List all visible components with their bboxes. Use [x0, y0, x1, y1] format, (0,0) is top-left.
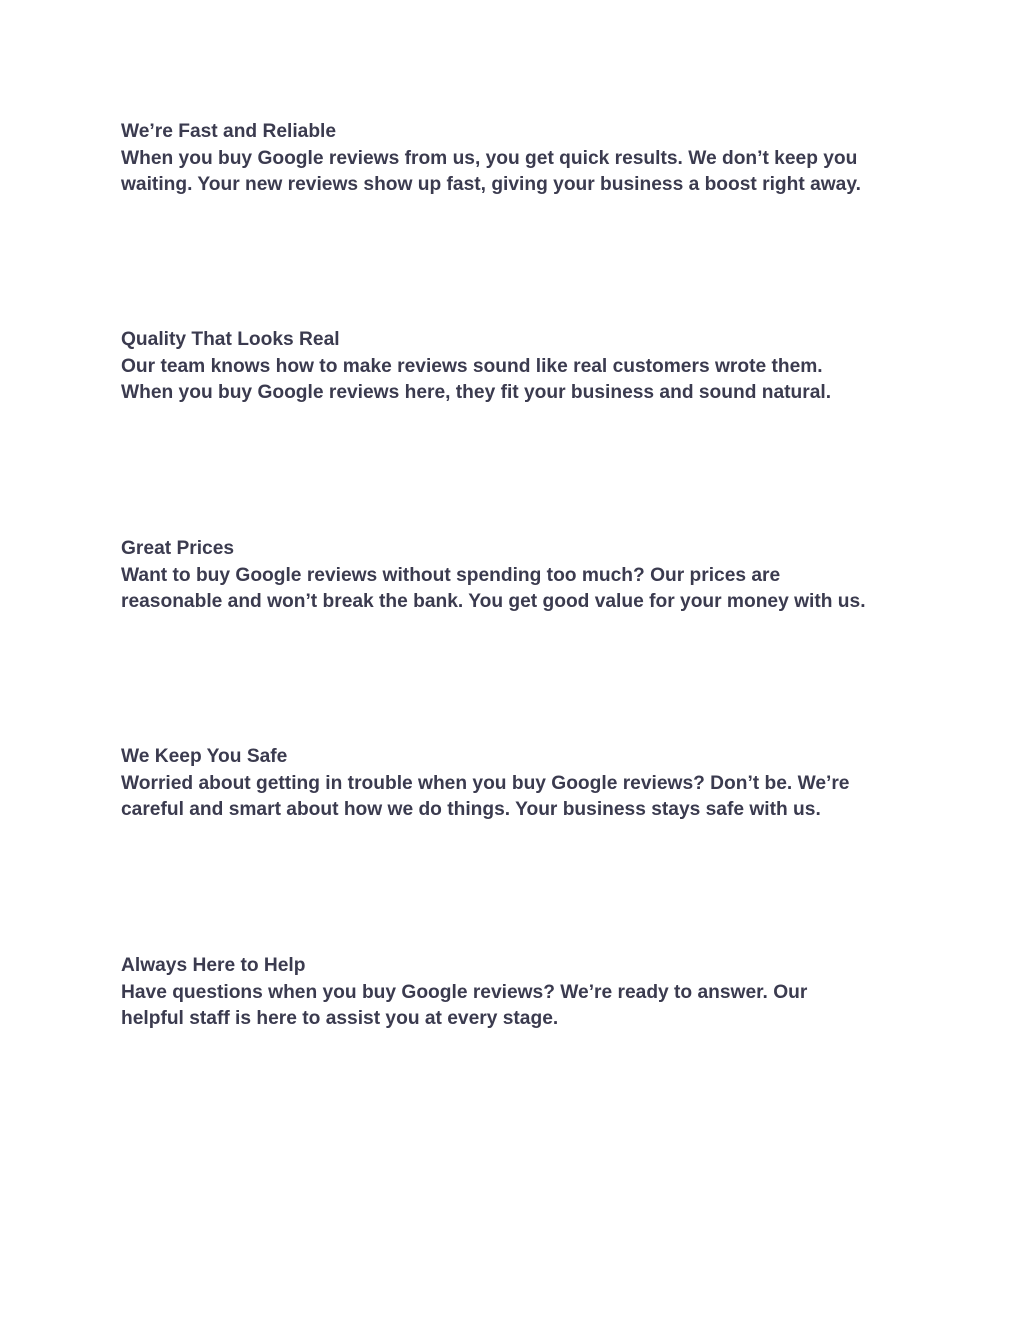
paragraph-line: waiting. Your new reviews show up fast, giving your business a boost right away. [121, 174, 861, 195]
section-safe [121, 744, 921, 824]
paragraph-line: When you buy Google reviews here, they fit your business and sound natural. [121, 382, 832, 403]
paragraph-line: helpful staff is here to assist you at every stage. [121, 1008, 559, 1029]
section-prices [121, 536, 921, 616]
section-quality [121, 327, 921, 407]
section-heading: We’re Fast and Reliable [121, 121, 337, 142]
paragraph-line: Our team knows how to make reviews sound like real customers wrote them. [121, 355, 823, 377]
section-heading: Quality That Looks Real [121, 329, 340, 350]
paragraph-line: When you buy Google reviews from us, you get quick results. We don’t keep you [121, 147, 858, 169]
section-heading: We Keep You Safe [121, 746, 288, 767]
section-help [121, 953, 921, 1033]
section-heading: Great Prices [121, 538, 235, 559]
section-heading: Always Here to Help [121, 955, 306, 976]
paragraph-line: Worried about getting in trouble when you buy Google reviews? Don’t be. We’re [121, 772, 850, 794]
paragraph-line: careful and smart about how we do things. Your business stays safe with us. [121, 799, 821, 820]
paragraph-line: Have questions when you buy Google reviews? We’re ready to answer. Our [121, 981, 808, 1003]
paragraph-line: reasonable and won’t break the bank. You get good value for your money with us. [121, 591, 866, 612]
section-fast-reliable [121, 119, 921, 199]
paragraph-line: Want to buy Google reviews without spending too much? Our prices are [121, 564, 781, 586]
